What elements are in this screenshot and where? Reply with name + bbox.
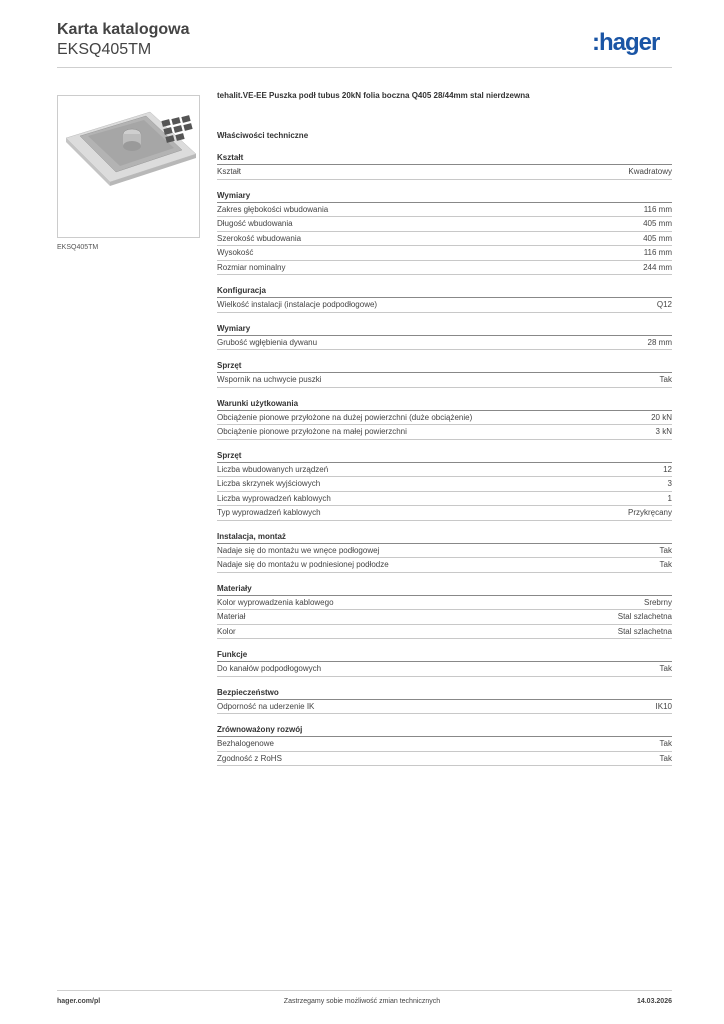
spec-content xyxy=(217,90,672,766)
spec-row xyxy=(217,662,672,677)
spec-value: Stal szlachetna xyxy=(617,626,672,636)
spec-row xyxy=(217,477,672,492)
spec-value: Q12 xyxy=(656,300,672,309)
spec-row xyxy=(217,246,672,261)
section-heading: Wymiary xyxy=(217,323,672,336)
section-heading: Wymiary xyxy=(217,190,672,203)
image-caption: EKSQ405TM xyxy=(57,244,99,251)
spec-value: IK10 xyxy=(655,701,672,711)
spec-label: Rozmiar nominalny xyxy=(217,262,286,272)
footer-disclaimer: Zastrzegamy sobie możliwość zmian technicznych xyxy=(283,998,441,1005)
spec-label: Typ wyprowadzeń kablowych xyxy=(217,508,321,517)
spec-row xyxy=(217,596,672,611)
spec-section xyxy=(217,583,672,640)
spec-value: Tak xyxy=(659,753,672,763)
spec-row xyxy=(217,492,672,507)
footer-website[interactable]: hager.com/pl xyxy=(57,998,101,1005)
section-heading: Funkcje xyxy=(217,649,672,662)
section-heading: Sprzęt xyxy=(217,360,672,373)
spec-section xyxy=(217,285,672,313)
spec-row xyxy=(217,463,672,478)
spec-value: Stal szlachetna xyxy=(617,612,672,621)
spec-section xyxy=(217,649,672,677)
spec-section xyxy=(217,190,672,276)
spec-label: Szerokość wbudowania xyxy=(217,233,302,243)
spec-row xyxy=(217,737,672,752)
spec-row xyxy=(217,625,672,640)
spec-row xyxy=(217,336,672,351)
spec-value: 3 kN xyxy=(655,427,672,436)
spec-value: Kwadratowy xyxy=(628,167,672,176)
spec-row xyxy=(217,558,672,573)
spec-label: Wysokość xyxy=(217,248,254,257)
spec-row xyxy=(217,203,672,218)
spec-row xyxy=(217,165,672,180)
spec-section xyxy=(217,152,672,180)
spec-label: Długość wbudowania xyxy=(217,219,293,228)
spec-value: 12 xyxy=(663,464,672,474)
spec-label: Nadaje się do montażu w podniesionej podłodze xyxy=(217,560,389,569)
header-divider xyxy=(57,67,672,68)
spec-value: Tak xyxy=(659,664,672,673)
section-heading: Warunki użytkowania xyxy=(217,398,672,411)
spec-value: 20 kN xyxy=(651,412,672,422)
spec-value: Srebrny xyxy=(643,597,672,607)
spec-value: Tak xyxy=(659,545,672,555)
hager-logo xyxy=(592,28,674,58)
spec-value: Tak xyxy=(659,739,672,748)
spec-row xyxy=(217,506,672,521)
section-heading: Bezpieczeństwo xyxy=(217,687,672,700)
spec-label: Odporność na uderzenie IK xyxy=(217,701,315,711)
spec-label: Do kanałów podpodłogowych xyxy=(217,664,322,673)
spec-section xyxy=(217,687,672,715)
spec-label: Bezhalogenowe xyxy=(217,739,274,748)
spec-value: 244 mm xyxy=(643,262,672,272)
spec-sections xyxy=(217,152,672,766)
spec-row xyxy=(217,425,672,440)
spec-value: 28 mm xyxy=(647,337,672,347)
spec-value: 116 mm xyxy=(643,248,672,257)
product-code: EKSQ405TM xyxy=(57,41,152,58)
spec-row xyxy=(217,610,672,625)
spec-row xyxy=(217,544,672,559)
footer-divider xyxy=(57,990,672,991)
spec-label: Liczba skrzynek wyjściowych xyxy=(217,479,321,488)
spec-section xyxy=(217,360,672,388)
spec-row xyxy=(217,261,672,276)
section-heading: Konfiguracja xyxy=(217,285,672,298)
spec-value: 3 xyxy=(667,479,672,488)
spec-section xyxy=(217,398,672,440)
spec-label: Zgodność z RoHS xyxy=(217,753,282,763)
spec-value: 405 mm xyxy=(643,219,672,228)
spec-label: Liczba wbudowanych urządzeń xyxy=(217,464,329,474)
spec-value: Tak xyxy=(659,560,672,569)
spec-row xyxy=(217,700,672,715)
spec-value: Przykręcany xyxy=(627,508,672,517)
spec-row xyxy=(217,373,672,388)
spec-label: Obciążenie pionowe przyłożone na małej powierzchni xyxy=(217,427,407,436)
section-heading: Sprzęt xyxy=(217,450,672,463)
hager-logo-text: :hager xyxy=(592,29,660,56)
footer-date: 14.03.2026 xyxy=(636,998,672,1005)
spec-row xyxy=(217,217,672,232)
properties-heading: Właściwości techniczne xyxy=(217,131,309,140)
spec-row xyxy=(217,232,672,247)
spec-label: Obciążenie pionowe przyłożone na dużej powierzchni (duże obciążenie) xyxy=(217,412,473,422)
floor-box-illustration xyxy=(58,96,199,237)
spec-label: Kolor xyxy=(217,626,236,636)
spec-value: 405 mm xyxy=(643,233,672,243)
spec-row xyxy=(217,411,672,426)
spec-label: Liczba wyprowadzeń kablowych xyxy=(217,493,331,503)
section-heading: Kształt xyxy=(217,152,672,165)
spec-section xyxy=(217,323,672,351)
page-title: Karta katalogowa xyxy=(57,21,190,38)
spec-label: Grubość wgłębienia dywanu xyxy=(217,337,318,347)
spec-row xyxy=(217,752,672,767)
spec-label: Kształt xyxy=(217,167,242,176)
spec-section xyxy=(217,531,672,573)
page-header xyxy=(57,20,189,60)
spec-label: Zakres głębokości wbudowania xyxy=(217,204,329,214)
product-title: tehalit.VE-EE Puszka podł tubus 20kN folia boczna Q405 28/44mm stal nierdzewna xyxy=(217,91,530,100)
spec-label: Nadaje się do montażu we wnęce podłogowej xyxy=(217,545,380,555)
section-heading: Materiały xyxy=(217,583,672,596)
spec-value: Tak xyxy=(659,375,672,384)
product-image xyxy=(57,95,200,238)
section-heading: Instalacja, montaż xyxy=(217,531,672,544)
spec-label: Wielkość instalacji (instalacje podpodłogowe) xyxy=(217,300,378,309)
spec-value: 1 xyxy=(667,493,672,503)
spec-section xyxy=(217,724,672,766)
spec-label: Materiał xyxy=(217,612,246,621)
spec-value: 116 mm xyxy=(643,204,672,214)
spec-label: Kolor wyprowadzenia kablowego xyxy=(217,597,334,607)
spec-section xyxy=(217,450,672,521)
spec-row xyxy=(217,298,672,313)
section-heading: Zrównoważony rozwój xyxy=(217,724,672,737)
spec-label: Wspornik na uchwycie puszki xyxy=(217,375,322,384)
